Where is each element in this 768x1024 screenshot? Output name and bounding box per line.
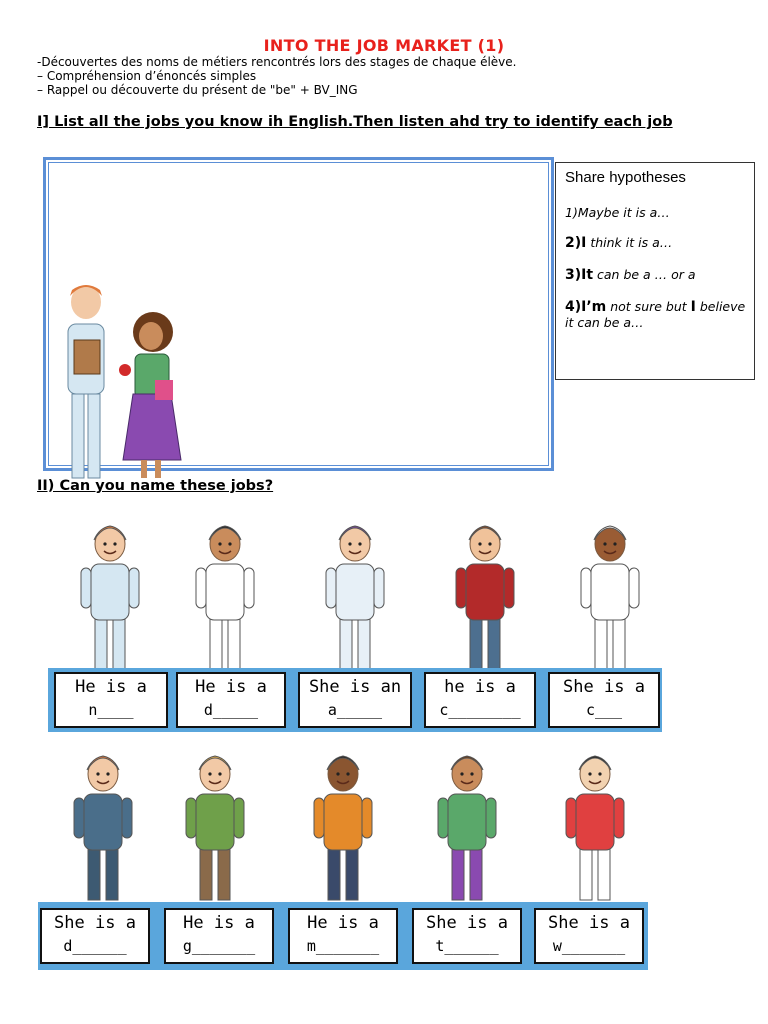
arm-right	[504, 568, 514, 608]
hypothesis-3	[565, 267, 749, 283]
arm-left	[81, 568, 91, 608]
arm-right	[614, 798, 624, 838]
torso	[576, 794, 614, 850]
eye-right	[598, 772, 601, 775]
leg-right	[598, 845, 610, 900]
eye-right	[470, 772, 473, 775]
arm-left	[186, 798, 196, 838]
torso	[206, 564, 244, 620]
card-teacher-blank: t______	[435, 937, 499, 955]
card-musician-sentence: He is a	[307, 913, 379, 933]
card-nurse-sentence: He is a	[75, 677, 147, 697]
card-doctor-blank: d_____	[203, 701, 259, 719]
eye-left	[460, 772, 463, 775]
hypothesis-2-num: 2)I	[565, 235, 587, 251]
hypotheses-box	[555, 162, 755, 380]
leg-left	[210, 615, 222, 670]
hypothesis-3-text: can be a … or a	[593, 267, 696, 282]
hypothesis-2	[565, 235, 749, 251]
leg-left	[452, 845, 464, 900]
card-doctor	[176, 672, 286, 728]
card-carpenter-blank: c________	[439, 701, 521, 719]
card-cook-sentence: She is a	[563, 677, 645, 697]
torso	[324, 794, 362, 850]
card-gardener-blank: g_______	[182, 937, 256, 955]
arm-right	[234, 798, 244, 838]
torso	[466, 564, 504, 620]
leg-left	[200, 845, 212, 900]
nurse-figure	[75, 520, 145, 670]
card-gardener-sentence: He is a	[183, 913, 255, 933]
eye-left	[348, 542, 351, 545]
card-artist	[298, 672, 412, 728]
arm-right	[629, 568, 639, 608]
torso	[336, 564, 374, 620]
card-dentist	[40, 908, 150, 964]
card-dentist-blank: d______	[63, 937, 127, 955]
eye-left	[103, 542, 106, 545]
leg-right	[470, 845, 482, 900]
arm-right	[122, 798, 132, 838]
musician-figure	[308, 745, 378, 905]
arm-left	[326, 568, 336, 608]
card-dentist-sentence: She is a	[54, 913, 136, 933]
eye-right	[488, 542, 491, 545]
hypothesis-1: 1)Maybe it is a…	[565, 205, 670, 220]
nurse-illustration	[58, 280, 118, 480]
arm-right	[362, 798, 372, 838]
arm-left	[566, 798, 576, 838]
card-artist-sentence: She is an	[308, 677, 402, 697]
artist-figure	[320, 520, 390, 670]
leg-right	[113, 615, 125, 670]
section-2-heading: II) Can you name these jobs?	[37, 478, 274, 494]
arm-left	[74, 798, 84, 838]
hypothesis-4-text-b: believe it can be a…	[565, 299, 746, 330]
arm-right	[374, 568, 384, 608]
dentist-figure	[68, 745, 138, 905]
leg-left	[470, 615, 482, 670]
hypotheses-title: Share hypotheses	[565, 169, 686, 186]
teacher-figure	[432, 745, 502, 905]
eye-right	[113, 542, 116, 545]
arm-right	[486, 798, 496, 838]
hypothesis-4-text-a: not sure but	[606, 299, 691, 314]
eye-left	[218, 542, 221, 545]
leg-right	[106, 845, 118, 900]
card-waitress	[534, 908, 644, 964]
eye-left	[478, 542, 481, 545]
eye-right	[228, 542, 231, 545]
teacher-illustration	[115, 310, 185, 480]
eye-left	[603, 542, 606, 545]
cook-figure	[575, 520, 645, 670]
arm-left	[456, 568, 466, 608]
hypothesis-4-num: 4)I’m	[565, 299, 607, 315]
card-doctor-sentence: He is a	[195, 677, 267, 697]
leg-left	[580, 845, 592, 900]
torso	[84, 794, 122, 850]
card-musician	[288, 908, 398, 964]
card-teacher	[412, 908, 522, 964]
card-waitress-blank: w_______	[552, 937, 626, 955]
waitress-figure	[560, 745, 630, 905]
doctor-figure	[190, 520, 260, 670]
card-gardener	[164, 908, 274, 964]
leg-left	[95, 615, 107, 670]
eye-left	[96, 772, 99, 775]
leg-left	[595, 615, 607, 670]
card-carpenter-sentence: he is a	[444, 677, 516, 697]
leg-right	[488, 615, 500, 670]
card-musician-blank: m_______	[306, 937, 380, 955]
torso	[448, 794, 486, 850]
arm-left	[196, 568, 206, 608]
eye-left	[336, 772, 339, 775]
leg-right	[228, 615, 240, 670]
leg-right	[218, 845, 230, 900]
card-nurse	[54, 672, 168, 728]
hypothesis-4	[565, 299, 749, 330]
arm-right	[244, 568, 254, 608]
hypothesis-4-pronoun: I	[690, 299, 696, 315]
page-title: INTO THE JOB MARKET (1)	[263, 36, 505, 55]
eye-left	[588, 772, 591, 775]
gardener-figure	[180, 745, 250, 905]
objective-1: -Découvertes des noms de métiers rencontrés lors des stages de chaque élève.	[37, 55, 517, 69]
card-cook	[548, 672, 660, 728]
eye-right	[346, 772, 349, 775]
card-artist-blank: a_____	[327, 701, 383, 719]
card-carpenter	[424, 672, 536, 728]
card-teacher-sentence: She is a	[426, 913, 508, 933]
arm-right	[129, 568, 139, 608]
objectives-list	[37, 55, 516, 97]
eye-right	[218, 772, 221, 775]
eye-right	[358, 542, 361, 545]
arm-left	[438, 798, 448, 838]
card-nurse-blank: n____	[88, 701, 134, 719]
eye-right	[106, 772, 109, 775]
card-waitress-sentence: She is a	[548, 913, 630, 933]
leg-right	[346, 845, 358, 900]
objective-2: – Compréhension d’énoncés simples	[37, 69, 257, 83]
eye-left	[208, 772, 211, 775]
section-1-heading: I] List all the jobs you know ih English.Then listen ahd try to identify each job	[37, 114, 673, 130]
card-cook-blank: c___	[585, 701, 623, 719]
eye-right	[613, 542, 616, 545]
leg-right	[613, 615, 625, 670]
carpenter-figure	[450, 520, 520, 670]
torso	[196, 794, 234, 850]
leg-left	[328, 845, 340, 900]
leg-left	[340, 615, 352, 670]
leg-left	[88, 845, 100, 900]
torso	[91, 564, 129, 620]
hypothesis-3-num: 3)It	[565, 267, 594, 283]
hypothesis-2-text: think it is a…	[586, 235, 673, 250]
arm-left	[581, 568, 591, 608]
objective-3: – Rappel ou découverte du présent de "be" + BV_ING	[37, 83, 358, 97]
torso	[591, 564, 629, 620]
arm-left	[314, 798, 324, 838]
leg-right	[358, 615, 370, 670]
